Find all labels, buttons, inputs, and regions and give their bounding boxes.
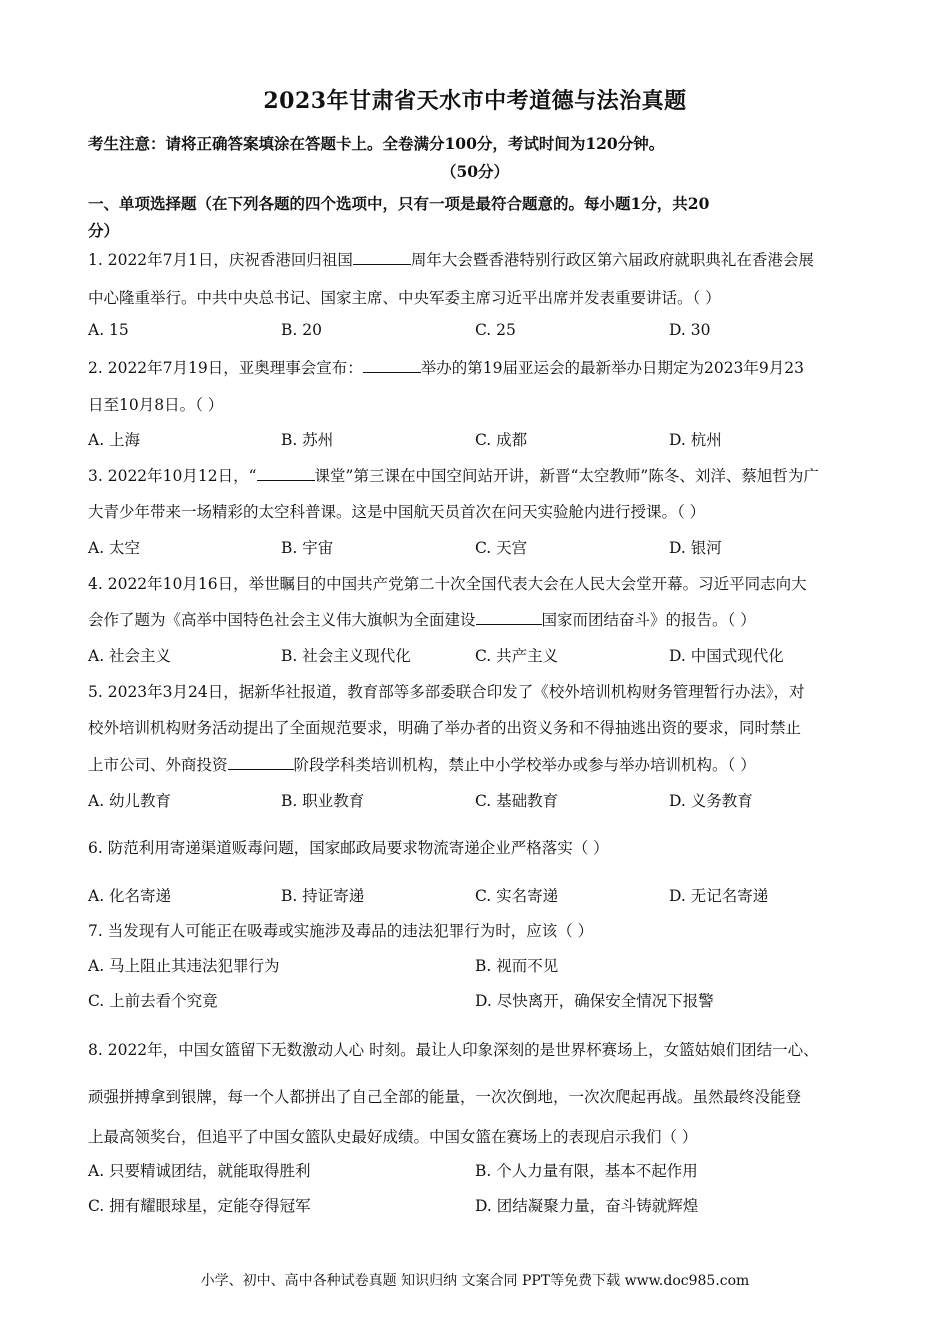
option-a: A. 幼儿教育 [88, 792, 172, 810]
option-d: D. 无记名寄递 [669, 887, 769, 905]
option-a: A. 马上阻止其违法犯罪行为 [88, 957, 280, 975]
option-c: C. 拥有耀眼球星，定能夺得冠军 [88, 1197, 311, 1215]
exam-notice: 考生注意：请将正确答案填涂在答题卡上。全卷满分100分，考试时间为120分钟。 [88, 134, 665, 153]
option-d: D. 杭州 [669, 431, 722, 449]
option-b: B. 宇宙 [281, 539, 334, 557]
section-heading: 一、单项选择题（在下列各题的四个选项中，只有一项是最符合题意的。每小题1分，共20 [88, 194, 710, 213]
option-c: C. 共产主义 [475, 647, 559, 665]
question-text [88, 608, 888, 630]
answer-blank [257, 466, 315, 481]
question-text: 8. 2022年，中国女篮留下无数激动人心 时刻。最让人印象深刻的是世界杯赛场上，女篮姑娘们团结一心、 [88, 1041, 819, 1059]
option-b: B. 苏州 [281, 431, 334, 449]
option-d: D. 银河 [669, 539, 722, 557]
option-c: C. 实名寄递 [475, 887, 559, 905]
option-a: A. 只要精诚团结，就能取得胜利 [88, 1162, 311, 1180]
page-footer: 小学、初中、高中各种试卷真题 知识归纳 文案合同 PPT等免费下载 www.doc985.com [200, 1273, 750, 1289]
question-text [88, 248, 888, 270]
question-text: 校外培训机构财务活动提出了全面规范要求，明确了举办者的出资义务和不得抽逃出资的要求，同时禁止 [88, 719, 802, 737]
question-text [88, 753, 888, 775]
option-a: A. 15 [88, 321, 129, 339]
question-text: 中心隆重举行。中共中央总书记、国家主席、中央军委主席习近平出席并发表重要讲话。（ ） [88, 289, 721, 307]
option-d: D. 中国式现代化 [669, 647, 784, 665]
option-b: B. 视而不见 [475, 957, 559, 975]
option-b: B. 职业教育 [281, 792, 365, 810]
option-c: C. 天宫 [475, 539, 528, 557]
option-d: D. 义务教育 [669, 792, 753, 810]
question-text: 5. 2023年3月24日，据新华社报道，教育部等多部委联合印发了《校外培训机构财务管理暂行办法》，对 [88, 683, 805, 701]
question-text-part: 举办的第19届亚运会的最新举办日期定为2023年9月23 [420, 359, 805, 377]
answer-blank [476, 610, 542, 625]
question-text: 日至10月8日。（ ） [88, 396, 224, 414]
option-b: B. 个人力量有限，基本不起作用 [475, 1162, 698, 1180]
option-c: C. 上前去看个究竟 [88, 992, 218, 1010]
question-text [88, 356, 888, 378]
question-text-part: 2. 2022年7月19日，亚奥理事会宣布： [88, 359, 363, 377]
question-text-part: 周年大会暨香港特别行政区第六届政府就职典礼在香港会展 [410, 251, 814, 269]
answer-blank [228, 755, 294, 770]
question-text-part: 1. 2022年7月1日，庆祝香港回归祖国 [88, 251, 353, 269]
question-text: 大青少年带来一场精彩的太空科普课。这是中国航天员首次在问天实验舱内进行授课。（ ） [88, 503, 706, 521]
option-c: C. 基础教育 [475, 792, 559, 810]
question-text-part: 阶段学科类培训机构，禁止中小学校举办或参与举办培训机构。（ ） [293, 756, 756, 774]
page-title: 2023年甘肃省天水市中考道德与法治真题 [263, 88, 687, 114]
answer-blank [353, 250, 411, 265]
question-text-part: 会作了题为《高举中国特色社会主义伟大旗帜为全面建设 [88, 611, 476, 629]
option-d: D. 团结凝聚力量，奋斗铸就辉煌 [475, 1197, 699, 1215]
question-text: 4. 2022年10月16日，举世瞩目的中国共产党第二十次全国代表大会在人民大会堂开幕。习近平同志向大 [88, 575, 807, 593]
question-text: 上最高领奖台，但追平了中国女篮队史最好成绩。中国女篮在赛场上的表现启示我们（ ） [88, 1128, 698, 1146]
option-b: B. 社会主义现代化 [281, 647, 411, 665]
option-b: B. 20 [281, 321, 322, 339]
option-b: B. 持证寄递 [281, 887, 365, 905]
option-a: A. 太空 [88, 539, 141, 557]
question-text: 6. 防范利用寄递渠道贩毒问题，国家邮政局要求物流寄递企业严格落实（ ） [88, 839, 609, 857]
answer-blank [363, 358, 421, 373]
question-text [88, 464, 888, 486]
section-heading-cont: 分） [88, 221, 120, 240]
option-a: A. 上海 [88, 431, 141, 449]
question-text: 顽强拼搏拿到银牌，每一个人都拼出了自己全部的能量，一次次倒地，一次次爬起再战。虽然最终没能登 [88, 1088, 802, 1106]
option-c: C. 25 [475, 321, 516, 339]
question-text: 7. 当发现有人可能正在吸毒或实施涉及毒品的违法犯罪行为时，应该（ ） [88, 922, 594, 940]
option-d: D. 尽快离开，确保安全情况下报警 [475, 992, 714, 1010]
option-d: D. 30 [669, 321, 711, 339]
option-a: A. 化名寄递 [88, 887, 172, 905]
question-text-part: 课堂”第三课在中国空间站开讲，新晋“太空教师”陈冬、刘洋、蔡旭哲为广 [314, 467, 819, 485]
question-text-part: 3. 2022年10月12日，“ [88, 467, 257, 485]
option-a: A. 社会主义 [88, 647, 172, 665]
question-text-part: 上市公司、外商投资 [88, 756, 228, 774]
question-text-part: 国家而团结奋斗》的报告。（ ） [541, 611, 756, 629]
score-note: （50分） [440, 162, 510, 181]
option-c: C. 成都 [475, 431, 528, 449]
